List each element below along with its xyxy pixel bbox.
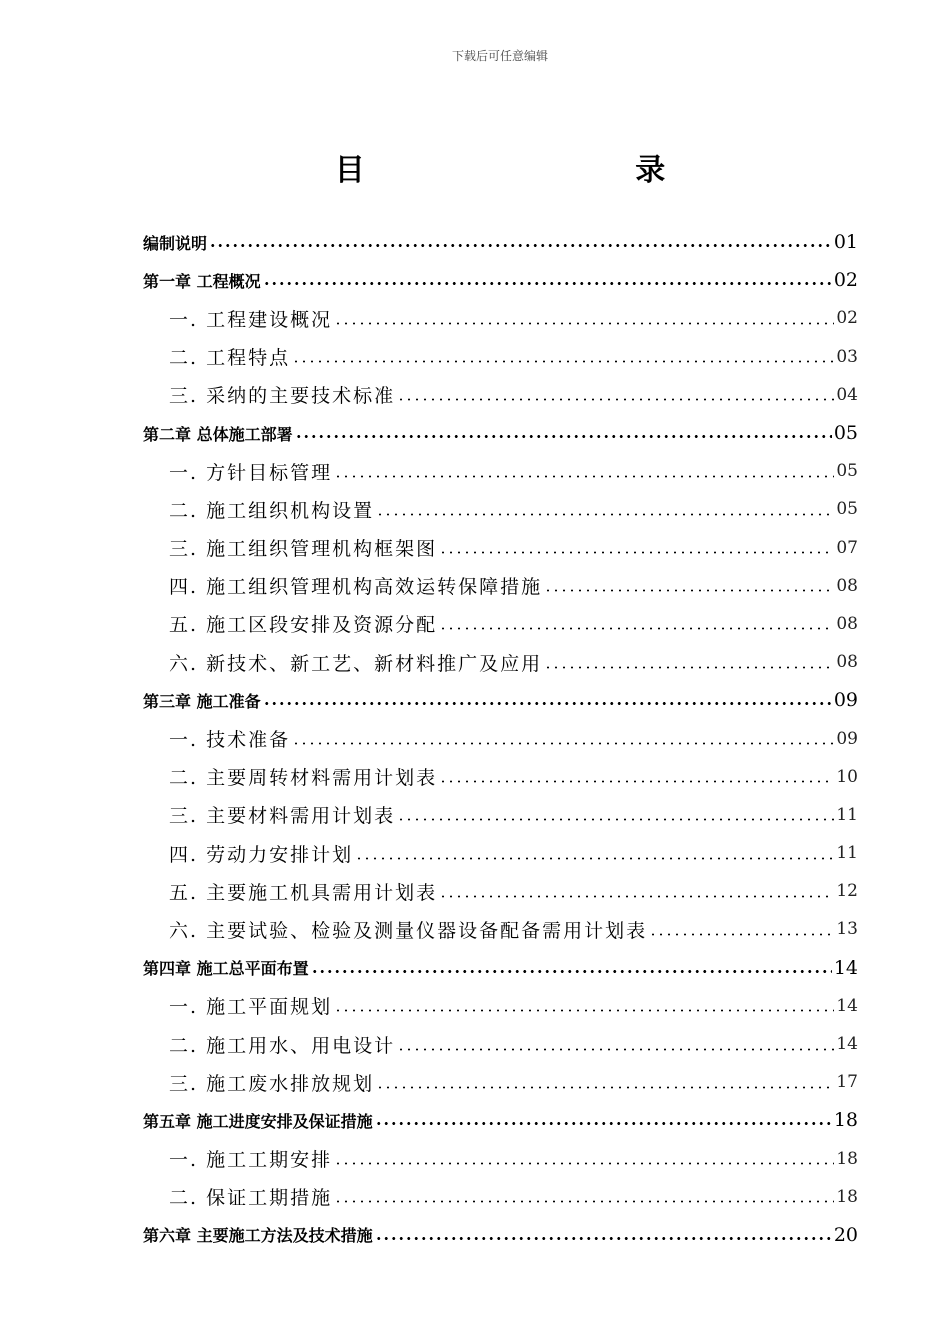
toc-section-entry[interactable] bbox=[143, 567, 858, 605]
toc-entry-label: 第二章 总体施工部署 bbox=[143, 422, 295, 445]
toc-page-number: 10 bbox=[836, 766, 858, 787]
toc-section-entry[interactable] bbox=[143, 490, 858, 528]
toc-entry-label: 二. 施工组织机构设置 bbox=[169, 496, 376, 523]
toc-chapter-entry[interactable] bbox=[143, 414, 858, 452]
toc-entry-label: 二. 主要周转材料需用计划表 bbox=[169, 763, 439, 790]
toc-page-number: 11 bbox=[836, 843, 858, 864]
toc-section-entry[interactable] bbox=[143, 987, 858, 1025]
toc-section-entry[interactable] bbox=[143, 758, 858, 796]
toc-dot-leader bbox=[439, 538, 834, 557]
toc-chapter-entry[interactable] bbox=[143, 949, 858, 987]
toc-dot-leader bbox=[439, 614, 834, 633]
toc-page-number: 07 bbox=[836, 537, 858, 558]
toc-section-entry[interactable] bbox=[143, 1025, 858, 1063]
toc-dot-leader bbox=[209, 234, 832, 250]
toc-section-entry[interactable] bbox=[143, 529, 858, 567]
toc-section-entry[interactable] bbox=[143, 1140, 858, 1178]
toc-dot-leader bbox=[263, 692, 832, 708]
toc-entry-label: 一. 方针目标管理 bbox=[169, 458, 334, 485]
toc-page-number: 13 bbox=[836, 919, 858, 940]
toc-dot-leader bbox=[355, 844, 834, 863]
toc-section-entry[interactable] bbox=[143, 796, 858, 834]
toc-entry-label: 五. 主要施工机具需用计划表 bbox=[169, 878, 439, 905]
toc-section-entry[interactable] bbox=[143, 719, 858, 757]
toc-entry-label: 四. 施工组织管理机构高效运转保障措施 bbox=[169, 572, 544, 599]
toc-dot-leader bbox=[544, 653, 834, 672]
toc-page-number: 11 bbox=[836, 804, 858, 825]
toc-entry-label: 二. 施工用水、用电设计 bbox=[169, 1031, 397, 1058]
toc-entry-label: 一. 技术准备 bbox=[169, 725, 292, 752]
toc-section-entry[interactable] bbox=[143, 1063, 858, 1101]
toc-dot-leader bbox=[376, 1073, 834, 1092]
toc-dot-leader bbox=[397, 805, 834, 824]
toc-dot-leader bbox=[334, 996, 834, 1015]
toc-section-entry[interactable] bbox=[143, 643, 858, 681]
toc-dot-leader bbox=[376, 500, 834, 519]
toc-page-number: 05 bbox=[836, 461, 858, 482]
toc-section-entry[interactable] bbox=[143, 910, 858, 948]
toc-page-number: 01 bbox=[833, 231, 858, 254]
toc-page-number: 14 bbox=[836, 995, 858, 1016]
toc-dot-leader bbox=[334, 1149, 834, 1168]
toc-dot-leader bbox=[375, 1227, 832, 1243]
toc-section-entry[interactable] bbox=[143, 872, 858, 910]
toc-entry-label: 三. 主要材料需用计划表 bbox=[169, 801, 397, 828]
toc-page-number: 03 bbox=[836, 346, 858, 367]
toc-dot-leader bbox=[397, 1035, 834, 1054]
toc-entry-label: 第五章 施工进度安排及保证措施 bbox=[143, 1109, 375, 1132]
toc-entry-label: 第三章 施工准备 bbox=[143, 689, 263, 712]
toc-page-number: 02 bbox=[833, 269, 858, 292]
toc-entry-label: 第六章 主要施工方法及技术措施 bbox=[143, 1223, 375, 1246]
toc-section-entry[interactable] bbox=[143, 605, 858, 643]
toc-entry-label: 三. 采纳的主要技术标准 bbox=[169, 381, 397, 408]
toc-page-number: 08 bbox=[836, 613, 858, 634]
toc-page-number: 05 bbox=[836, 499, 858, 520]
toc-entry-label: 六. 主要试验、检验及测量仪器设备配备需用计划表 bbox=[169, 916, 649, 943]
toc-entry-label: 一. 工程建设概况 bbox=[169, 305, 334, 332]
toc-dot-leader bbox=[649, 920, 834, 939]
toc-page-number: 08 bbox=[836, 652, 858, 673]
toc-section-entry[interactable] bbox=[143, 299, 858, 337]
toc-section-entry[interactable] bbox=[143, 452, 858, 490]
toc-page-number: 09 bbox=[836, 728, 858, 749]
toc-entry-label: 四. 劳动力安排计划 bbox=[169, 840, 355, 867]
toc-page-number: 18 bbox=[833, 1109, 858, 1132]
toc-entry-label: 第四章 施工总平面布置 bbox=[143, 956, 311, 979]
toc-page-number: 05 bbox=[833, 422, 858, 445]
toc-page-number: 08 bbox=[836, 575, 858, 596]
toc-entry-label: 第一章 工程概况 bbox=[143, 269, 263, 292]
toc-page-number: 04 bbox=[836, 384, 858, 405]
toc-page-number: 14 bbox=[836, 1034, 858, 1055]
toc-dot-leader bbox=[375, 1112, 832, 1128]
toc-entry-label: 六. 新技术、新工艺、新材料推广及应用 bbox=[169, 649, 544, 676]
toc-chapter-entry[interactable] bbox=[143, 681, 858, 719]
page-header-note: 下载后可任意编辑 bbox=[451, 49, 548, 63]
toc-dot-leader bbox=[544, 576, 834, 595]
toc-section-entry[interactable] bbox=[143, 834, 858, 872]
toc-dot-leader bbox=[439, 767, 834, 786]
toc-dot-leader bbox=[311, 960, 832, 976]
toc-section-entry[interactable] bbox=[143, 1178, 858, 1216]
toc-dot-leader bbox=[334, 462, 834, 481]
toc-dot-leader bbox=[292, 729, 834, 748]
table-of-contents bbox=[143, 223, 858, 1254]
toc-dot-leader bbox=[292, 347, 834, 366]
toc-entry-label: 编制说明 bbox=[143, 231, 209, 254]
toc-dot-leader bbox=[334, 309, 834, 328]
toc-entry-label: 一. 施工工期安排 bbox=[169, 1145, 334, 1172]
toc-entry-label: 三. 施工组织管理机构框架图 bbox=[169, 534, 439, 561]
toc-dot-leader bbox=[397, 385, 834, 404]
toc-page-number: 18 bbox=[836, 1186, 858, 1207]
toc-page-number: 14 bbox=[833, 956, 858, 979]
toc-dot-leader bbox=[295, 425, 832, 441]
toc-page-number: 09 bbox=[833, 689, 858, 712]
toc-page-number: 12 bbox=[836, 881, 858, 902]
toc-chapter-entry[interactable] bbox=[143, 1216, 858, 1254]
toc-entry-label: 一. 施工平面规划 bbox=[169, 992, 334, 1019]
toc-entry-label: 五. 施工区段安排及资源分配 bbox=[169, 610, 439, 637]
toc-chapter-entry[interactable] bbox=[143, 261, 858, 299]
toc-page-number: 18 bbox=[836, 1148, 858, 1169]
toc-dot-leader bbox=[334, 1187, 834, 1206]
toc-dot-leader bbox=[439, 882, 834, 901]
toc-page-number: 02 bbox=[836, 308, 858, 329]
toc-entry-label: 三. 施工废水排放规划 bbox=[169, 1069, 376, 1096]
toc-page-number: 17 bbox=[836, 1072, 858, 1093]
toc-title: 目 录 bbox=[334, 153, 796, 188]
toc-entry-label: 二. 保证工期措施 bbox=[169, 1183, 334, 1210]
toc-page-number: 20 bbox=[833, 1223, 858, 1246]
toc-chapter-entry[interactable] bbox=[143, 223, 858, 261]
toc-chapter-entry[interactable] bbox=[143, 1101, 858, 1139]
toc-section-entry[interactable] bbox=[143, 376, 858, 414]
toc-section-entry[interactable] bbox=[143, 338, 858, 376]
toc-entry-label: 二. 工程特点 bbox=[169, 343, 292, 370]
toc-dot-leader bbox=[263, 272, 832, 288]
